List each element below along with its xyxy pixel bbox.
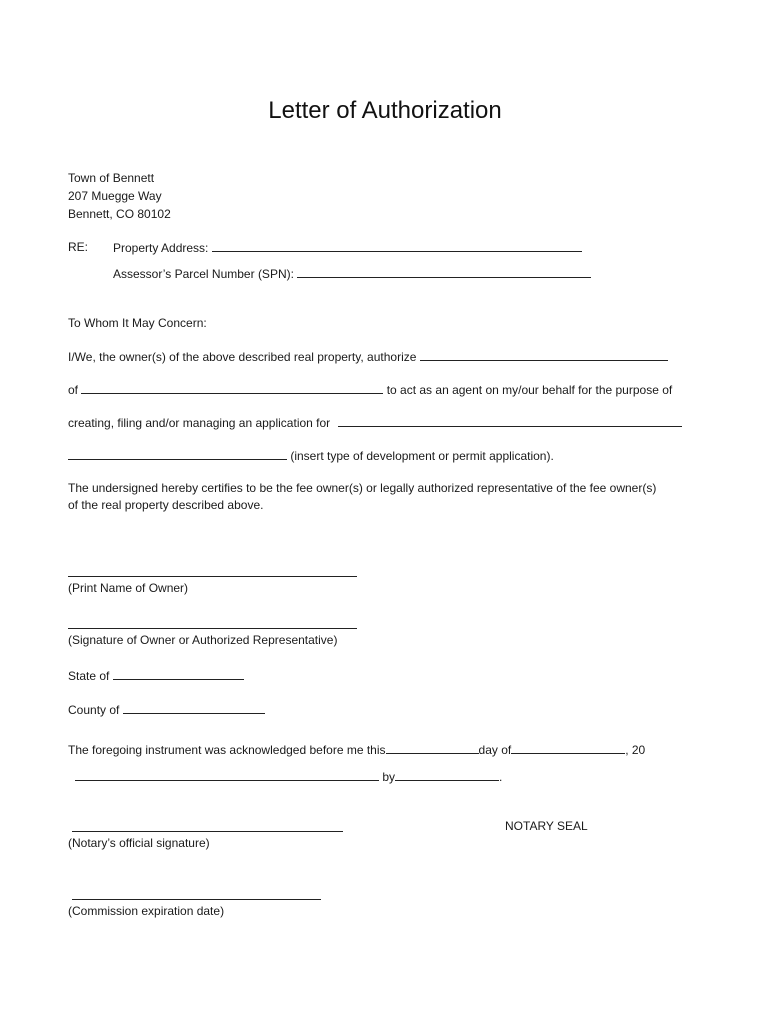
notary-signature-line[interactable]: [72, 831, 343, 832]
acknowledged-year-field[interactable]: [75, 769, 379, 781]
state-row: [68, 668, 244, 683]
development-type-text: (insert type of development or permit application).: [290, 449, 554, 463]
acknowledgement-row: [68, 742, 645, 757]
notary-signature-caption: (Notary’s official signature): [68, 836, 210, 850]
parcel-number-label: Assessor’s Parcel Number (SPN):: [113, 267, 294, 281]
agent-name-field[interactable]: [420, 349, 668, 361]
application-text: creating, filing and/or managing an application for: [68, 416, 331, 430]
certify-line-1: The undersigned hereby certifies to be the fee owner(s) or legally authorized representative of the fee owner(s): [68, 481, 657, 495]
property-address-field[interactable]: [212, 240, 582, 252]
commission-expiration-line[interactable]: [72, 899, 321, 900]
addressee-line-1: Town of Bennett: [68, 171, 155, 185]
print-name-line[interactable]: [68, 576, 357, 577]
salutation: To Whom It May Concern:: [68, 316, 207, 330]
acknowledgement-text: The foregoing instrument was acknowledged before me this: [68, 743, 386, 757]
development-type-row: [68, 448, 554, 463]
day-field[interactable]: [386, 742, 479, 754]
owner-signature-line[interactable]: [68, 628, 357, 629]
county-row: [68, 702, 265, 717]
print-name-caption: (Print Name of Owner): [68, 581, 189, 595]
parcel-number-row: [113, 266, 591, 281]
state-field[interactable]: [113, 668, 244, 680]
authorize-row: [68, 349, 668, 364]
owner-signature-caption: (Signature of Owner or Authorized Representative): [68, 633, 338, 647]
state-label: State of: [68, 669, 110, 683]
acknowledged-by-row: [75, 769, 502, 784]
by-text: by: [382, 770, 396, 784]
certify-line-2: of the real property described above.: [68, 498, 264, 512]
parcel-number-field[interactable]: [297, 266, 591, 278]
act-as-agent-text: to act as an agent on my/our behalf for the purpose of: [386, 383, 673, 397]
property-address-label: Property Address:: [113, 241, 209, 255]
county-label: County of: [68, 703, 120, 717]
acknowledged-by-field[interactable]: [395, 769, 499, 781]
addressee-line-2: 207 Muegge Way: [68, 189, 162, 203]
application-row: [68, 415, 682, 430]
authorize-text: I/We, the owner(s) of the above described real property, authorize: [68, 350, 417, 364]
day-of-text: day of: [478, 743, 512, 757]
re-label: RE:: [68, 240, 89, 254]
property-address-row: [113, 240, 582, 255]
of-text: of: [68, 383, 79, 397]
application-field[interactable]: [338, 415, 682, 427]
agent-of-row: [68, 382, 672, 397]
month-field[interactable]: [511, 742, 625, 754]
by-period: .: [499, 770, 503, 784]
notary-seal-label: NOTARY SEAL: [505, 819, 588, 833]
document-title: Letter of Authorization: [268, 97, 502, 124]
commission-expiration-caption: (Commission expiration date): [68, 904, 225, 918]
agent-company-field[interactable]: [81, 382, 383, 394]
county-field[interactable]: [123, 702, 265, 714]
addressee-line-3: Bennett, CO 80102: [68, 207, 171, 221]
year-text: , 20: [625, 743, 646, 757]
development-type-field[interactable]: [68, 448, 287, 460]
